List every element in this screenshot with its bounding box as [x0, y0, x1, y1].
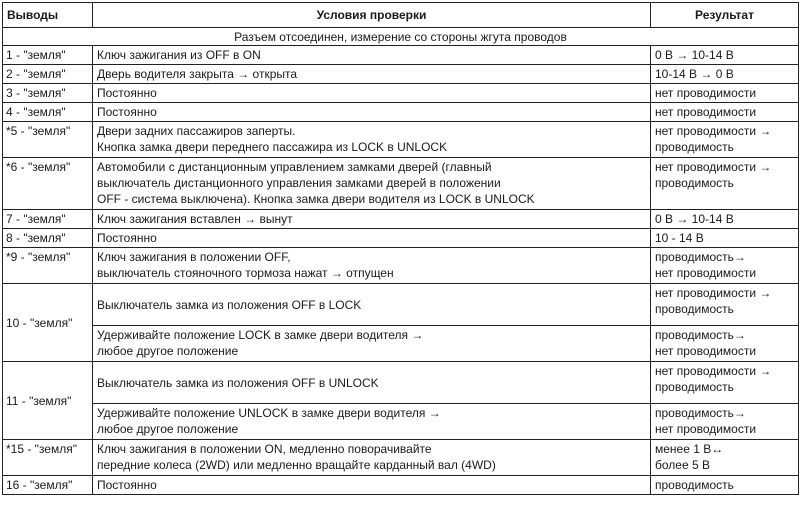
result-cell [651, 103, 799, 122]
table-row [3, 65, 799, 84]
section-note: Разъем отсоединен, измерение со стороны жгута проводов [3, 28, 799, 46]
result-cell [651, 476, 799, 495]
result-cell [651, 440, 799, 476]
condition-cell [93, 46, 651, 65]
result-line: нет проводимости [655, 344, 757, 358]
condition-cell [93, 248, 651, 284]
pin-cell: *6 - "земля" [3, 158, 93, 210]
result-cell [651, 248, 799, 284]
result-line: более 5 В [655, 458, 710, 472]
result-line: проводимость [655, 478, 734, 492]
result-line: 0 В → 10-14 В [655, 212, 734, 226]
result-cell [651, 326, 799, 362]
table-row [3, 103, 799, 122]
result-line: нет проводимости → [655, 160, 772, 174]
condition-line: Кнопка замка двери переднего пассажира из LOCK в UNLOCK [97, 140, 448, 154]
table-row [3, 326, 799, 362]
condition-cell [93, 122, 651, 158]
table-row [3, 229, 799, 248]
result-line: проводимость→ [655, 328, 746, 342]
condition-line: Ключ зажигания из OFF в ON [97, 48, 261, 62]
result-line: нет проводимости → [655, 364, 772, 378]
pin-cell: 2 - "земля" [3, 65, 93, 84]
result-cell [651, 362, 799, 404]
result-line: нет проводимости → [655, 286, 772, 300]
table-row [3, 84, 799, 103]
result-line: проводимость [655, 380, 734, 394]
condition-cell [93, 404, 651, 440]
pin-cell: *15 - "земля" [3, 440, 93, 476]
result-line: проводимость→ [655, 250, 746, 264]
condition-cell [93, 362, 651, 404]
condition-line: Постоянно [97, 105, 157, 119]
pin-cell: 11 - "земля" [3, 362, 93, 440]
section-row [3, 28, 799, 46]
pin-cell: *5 - "земля" [3, 122, 93, 158]
table-header-row [3, 3, 799, 28]
result-cell [651, 229, 799, 248]
result-line: 10-14 В → 0 В [655, 67, 734, 81]
result-line: проводимость→ [655, 406, 746, 420]
result-line: нет проводимости → [655, 124, 772, 138]
header-result: Результат [651, 3, 799, 28]
header-conditions: Условия проверки [93, 3, 651, 28]
condition-cell [93, 103, 651, 122]
pin-cell: 8 - "земля" [3, 229, 93, 248]
pin-cell: 7 - "земля" [3, 210, 93, 229]
result-line: проводимость [655, 140, 734, 154]
result-line: нет проводимости [655, 86, 757, 100]
condition-line: выключатель стояночного тормоза нажат → отпущен [97, 266, 394, 280]
header-pins: Выводы [3, 3, 93, 28]
pin-cell: *9 - "земля" [3, 248, 93, 284]
result-cell [651, 65, 799, 84]
table-row [3, 476, 799, 495]
result-cell [651, 84, 799, 103]
table-row [3, 210, 799, 229]
result-cell [651, 158, 799, 210]
condition-cell [93, 65, 651, 84]
pin-cell: 1 - "земля" [3, 46, 93, 65]
condition-line: выключатель дистанционного управления замками дверей в положении [97, 176, 501, 190]
condition-line: Ключ зажигания вставлен → вынут [97, 212, 293, 226]
result-cell [651, 46, 799, 65]
condition-line: Двери задних пассажиров заперты. [97, 124, 296, 138]
result-line: проводимость [655, 176, 734, 190]
document-page [2, 2, 798, 495]
table-row [3, 122, 799, 158]
condition-line: Постоянно [97, 231, 157, 245]
table-row [3, 284, 799, 326]
result-line: менее 1 В↔ [655, 442, 724, 456]
condition-line: Дверь водителя закрыта → открыта [97, 67, 298, 81]
condition-cell [93, 229, 651, 248]
condition-line: Выключатель замка из положения OFF в UNLOCK [97, 376, 379, 390]
condition-line: Ключ зажигания в положении OFF, [97, 250, 291, 264]
condition-line: Удерживайте положение UNLOCK в замке двери водителя → [97, 406, 441, 420]
result-line: нет проводимости [655, 422, 757, 436]
pin-cell: 10 - "земля" [3, 284, 93, 362]
table-row [3, 362, 799, 404]
pin-cell: 4 - "земля" [3, 103, 93, 122]
result-line: проводимость [655, 302, 734, 316]
table-row [3, 158, 799, 210]
result-cell [651, 122, 799, 158]
result-line: 10 - 14 В [655, 231, 704, 245]
table-row [3, 440, 799, 476]
condition-line: Выключатель замка из положения OFF в LOCK [97, 298, 362, 312]
condition-cell [93, 84, 651, 103]
condition-line: любое другое положение [97, 422, 239, 436]
condition-line: Постоянно [97, 86, 157, 100]
check-table [2, 2, 799, 495]
condition-line: Ключ зажигания в положении ON, медленно поворачивайте [97, 442, 432, 456]
pin-cell: 16 - "земля" [3, 476, 93, 495]
result-cell [651, 284, 799, 326]
condition-line: OFF - система выключена). Кнопка замка двери водителя из LOCK в UNLOCK [97, 192, 535, 206]
result-line: нет проводимости [655, 266, 757, 280]
result-line: нет проводимости [655, 105, 757, 119]
condition-line: передние колеса (2WD) или медленно вращайте карданный вал (4WD) [97, 458, 496, 472]
condition-cell [93, 326, 651, 362]
result-cell [651, 210, 799, 229]
table-row [3, 248, 799, 284]
table-row [3, 404, 799, 440]
result-line: 0 В → 10-14 В [655, 48, 734, 62]
condition-cell [93, 284, 651, 326]
pin-cell: 3 - "земля" [3, 84, 93, 103]
condition-cell [93, 476, 651, 495]
condition-line: Постоянно [97, 478, 157, 492]
table-row [3, 46, 799, 65]
condition-line: Автомобили с дистанционным управлением замками дверей (главный [97, 160, 492, 174]
condition-cell [93, 158, 651, 210]
condition-cell [93, 440, 651, 476]
condition-line: любое другое положение [97, 344, 239, 358]
condition-line: Удерживайте положение LOCK в замке двери водителя → [97, 328, 424, 342]
result-cell [651, 404, 799, 440]
condition-cell [93, 210, 651, 229]
